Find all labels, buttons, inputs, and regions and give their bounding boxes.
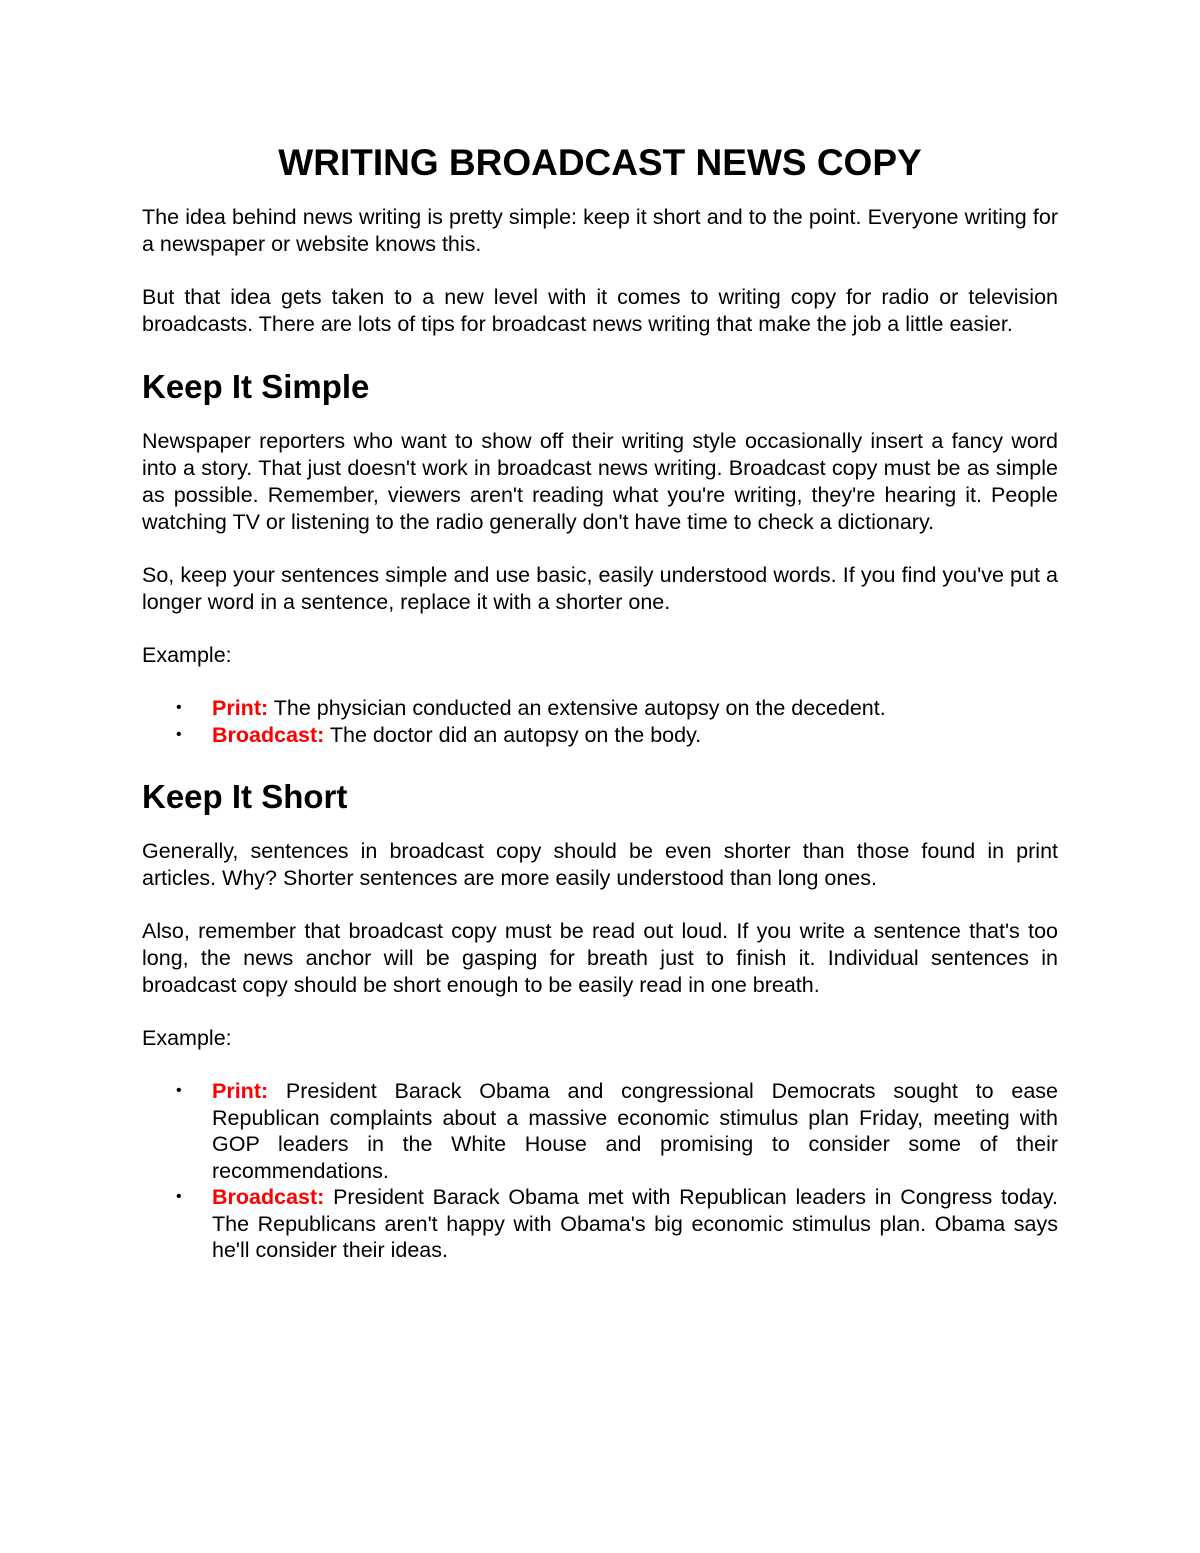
bullet-icon: • [176,699,182,716]
bullet-icon: • [176,1082,182,1099]
section-heading: Keep It Simple [142,368,370,405]
bullet-icon: • [176,725,182,743]
example-label: Example: [142,643,232,667]
print-label: Print: [212,696,269,720]
broadcast-label: Broadcast: [212,722,325,747]
section-heading: Keep It Short [142,778,348,815]
example-text: The doctor did an autopsy on the body. [324,722,702,747]
document-title: WRITING BROADCAST NEWS COPY [278,142,922,183]
section-paragraph: So, keep your sentences simple and use basic, easily understood words. If you find you've put a longer word in a sentence, replace it with a shorter one. [142,563,1058,614]
list-item [176,1078,1058,1184]
example-text: President Barack Obama met with Republican leaders in Congress today. The Republicans aren't happy with Obama's big economic stimulus plan. Obama says he'll consider their ideas. [212,1185,1058,1262]
example-text: The physician conducted an extensive autopsy on the decedent. [268,696,886,720]
intro-paragraph-1: The idea behind news writing is pretty simple: keep it short and to the point. Everyone writing for a newspaper or website knows this. [142,205,1058,256]
example-list [142,695,1058,748]
bullet-icon: • [176,1188,182,1205]
intro-paragraph-2: But that idea gets taken to a new level with it comes to writing copy for radio or television broadcasts. There are lots of tips for broadcast news writing that make the job a little easier. [142,285,1058,336]
print-label: Print: [212,1079,269,1103]
section-keep-it-short [142,774,1058,1264]
example-text: President Barack Obama and congressional Democrats sought to ease Republican complaints about a massive economic stimulus plan Friday, meeting with GOP leaders in the White House and promising to consider some of their recommendations. [212,1079,1058,1183]
broadcast-label: Broadcast: [212,1185,325,1209]
list-item [176,722,1058,749]
section-paragraph: Newspaper reporters who want to show off their writing style occasionally insert a fancy word into a story. That just doesn't work in broadcast news writing. Broadcast copy must be as simple as possible. Remember, viewers aren't reading what you're writing, they're hearing it. People watching TV or listening to the radio generally don't have time to check a dictionary. [142,429,1058,534]
section-paragraph: Generally, sentences in broadcast copy should be even shorter than those found in print articles. Why? Shorter sentences are more easily understood than long ones. [142,839,1058,890]
example-label: Example: [142,1026,232,1050]
section-paragraph: Also, remember that broadcast copy must be read out loud. If you write a sentence that's too long, the news anchor will be gasping for breath just to finish it. Individual sentences in broadcast copy should be short enough to be easily read in one breath. [142,919,1058,997]
list-item [176,695,1058,722]
list-item [176,1184,1058,1264]
example-list [142,1078,1058,1264]
document-page [142,140,1058,1290]
section-keep-it-simple [142,364,1058,748]
